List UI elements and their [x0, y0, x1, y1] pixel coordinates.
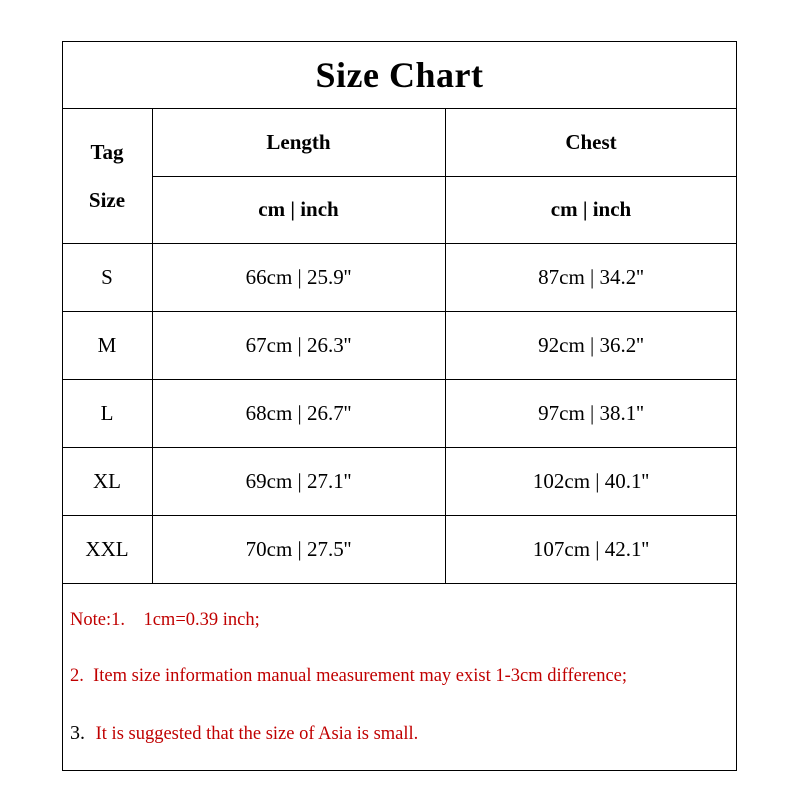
note-1: Note:1. 1cm=0.39 inch; — [70, 610, 260, 630]
row-xxl-chest: 107cm | 42.1'' — [532, 536, 650, 561]
chart-title: Size Chart — [315, 54, 484, 95]
header-size-label: Size — [88, 187, 126, 212]
row-s-chest: 87cm | 34.2'' — [538, 264, 644, 289]
header-chest: Chest — [565, 129, 617, 154]
row-xxl-size: XXL — [85, 536, 129, 561]
row-m-size: M — [97, 332, 117, 357]
row-m-chest: 92cm | 36.2'' — [538, 332, 644, 357]
row-xl-length: 69cm | 27.1'' — [245, 468, 352, 493]
row-m-length: 67cm | 26.3'' — [245, 332, 352, 357]
header-length-unit: cm | inch — [258, 197, 339, 221]
row-xl-size: XL — [93, 468, 121, 493]
note-3 — [70, 722, 418, 745]
row-l-length: 68cm | 26.7'' — [245, 400, 352, 425]
header-chest-unit: cm | inch — [550, 197, 632, 221]
header-tag-size — [62, 108, 152, 243]
row-l-chest: 97cm | 38.1'' — [538, 400, 644, 425]
header-length: Length — [266, 129, 331, 154]
divider-table-bottom — [62, 583, 737, 584]
row-s-size: S — [101, 264, 113, 289]
row-xl-chest: 102cm | 40.1'' — [532, 468, 650, 493]
note-3-number: 3. — [70, 722, 85, 744]
row-s-length: 66cm | 25.9'' — [245, 264, 352, 289]
note-3-text: It is suggested that the size of Asia is small. — [95, 724, 419, 744]
row-xxl-length: 70cm | 27.5'' — [245, 536, 352, 561]
row-l-size: L — [100, 400, 114, 425]
note-2: 2. Item size information manual measurement may exist 1-3cm difference; — [70, 666, 628, 686]
header-tag-label: Tag — [90, 139, 124, 164]
